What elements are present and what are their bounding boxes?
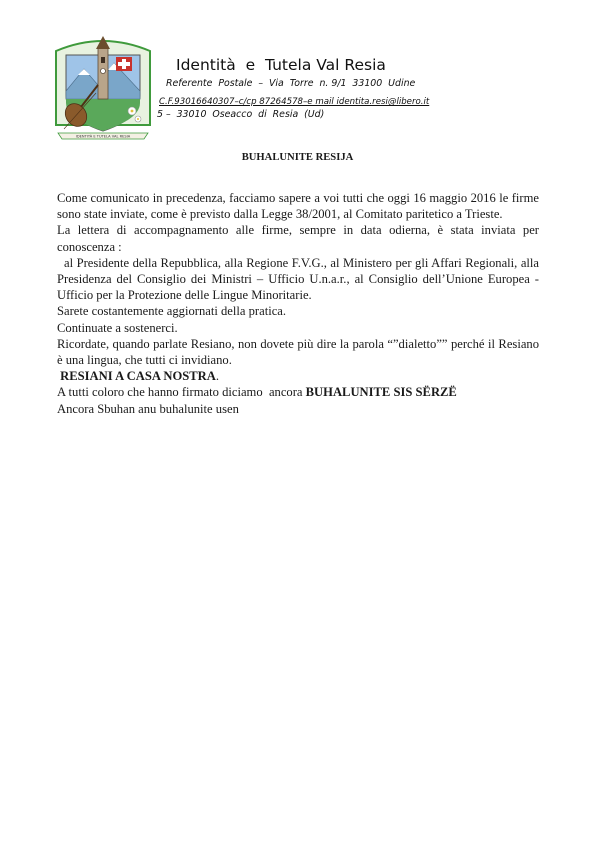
association-logo (48, 33, 158, 143)
thanks-prefix: A tutti coloro che hanno firmato diciamo ancora (57, 385, 306, 400)
slogan-line (57, 368, 539, 384)
letter-body (57, 190, 543, 417)
postal-address: Referente Postale – Via Torre n. 9/1 33100 Udine (166, 78, 416, 89)
fiscal-code-email-line[interactable]: C.F.93016640307–c/cp 87264578–e mail identita.resi@libero.it (159, 97, 430, 107)
crest-emblem-icon (48, 33, 158, 143)
paragraph-cover-letter: La lettera di accompagnamento alle firme, sempre in data odierna, è stata inviata per conoscenza : (57, 223, 539, 254)
organization-name: Identità e Tutela Val Resia (176, 56, 386, 74)
line-support: Continuate a sostenerci. (57, 320, 178, 335)
paragraph-language: Ricordate, quando parlate Resiano, non dovete più dire la parola “”dialetto”” perché il Resiano è una lingua, che tutti ci invidiano. (57, 336, 539, 368)
paragraph-recipients: al Presidente della Repubblica, alla Regione F.V.G., al Ministero per gli Affari Regionali, alla Presidenza del Consiglio dei Ministri – Ufficio U.n.a.r., al Consiglio dell’Unione Europea - Ufficio per la Protezione delle Lingue Minoritarie. (57, 255, 543, 303)
slogan-period: . (215, 369, 220, 384)
thanks-bold: BUHALUNITE SIS SËRZË (305, 385, 457, 400)
closing-line: Ancora Sbuhan anu buhalunite usen (57, 401, 239, 416)
city-line: 5 – 33010 Oseacco di Resia (Ud) (157, 109, 325, 120)
line-updates: Sarete costantemente aggiornati della pratica. (57, 304, 287, 319)
paragraph-signatures-sent: Come comunicato in precedenza, facciamo sapere a voi tutti che oggi 16 maggio 2016 le firme sono state inviate, come è previsto dalla Legge 38/2001, al Comitato paritetico a Trieste. (57, 191, 539, 222)
logo-caption: IDENTITÀ E TUTELA VAL RESIA (75, 134, 131, 139)
letter-title: BUHALUNITE RESIJA (241, 152, 354, 163)
slogan-text: RESIANI A CASA NOSTRA (60, 369, 216, 384)
thanks-line (57, 384, 539, 400)
